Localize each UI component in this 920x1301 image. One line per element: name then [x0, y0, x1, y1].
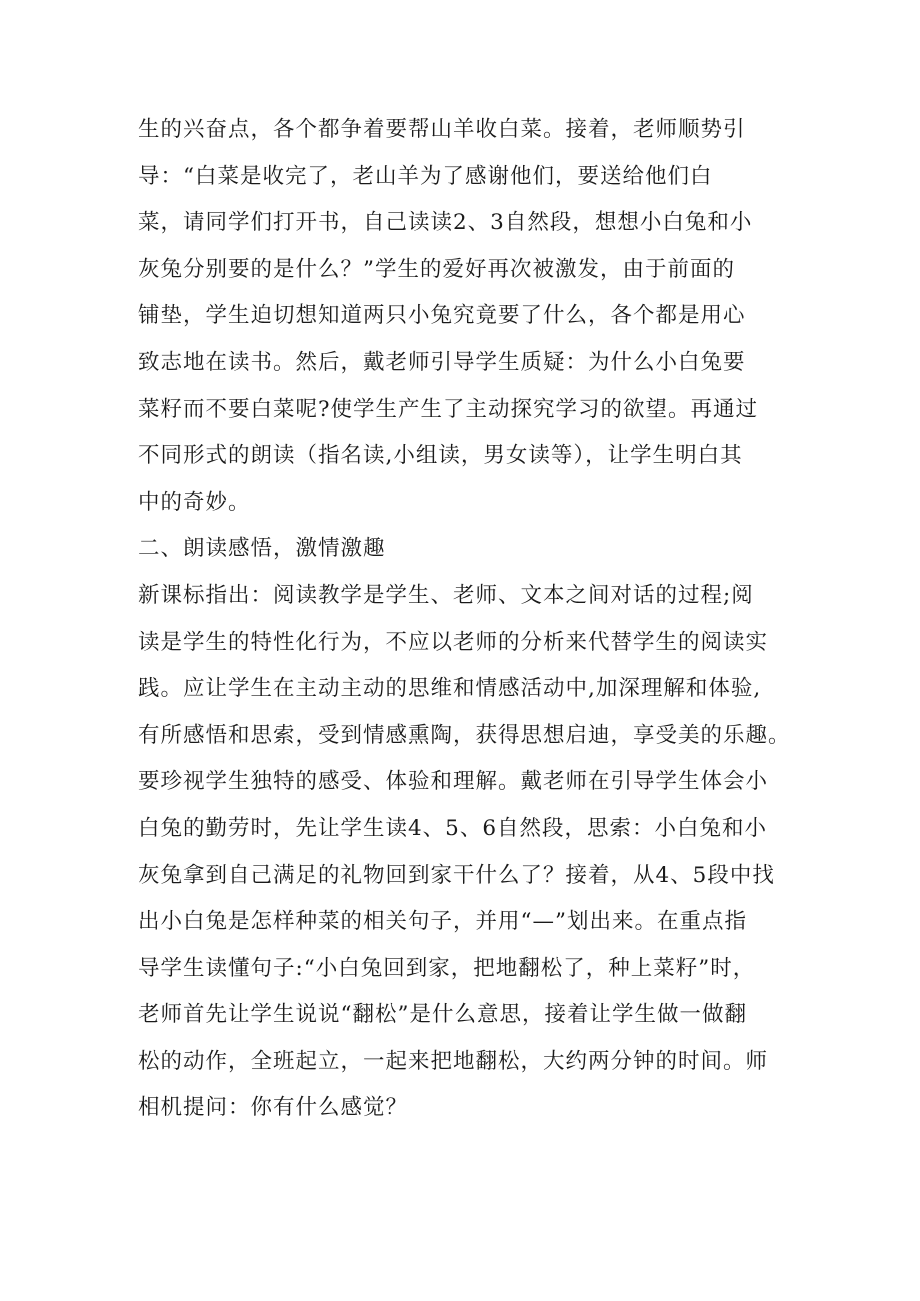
- text-line-2: 导：“白菜是收完了，老山羊为了感谢他们，要送给他们白: [138, 163, 713, 189]
- text-line-14: 有所感悟和思索，受到情感熏陶，获得思想启迪，享受美的乐趣。: [138, 722, 791, 748]
- section-heading: 二、朗读感悟，激情激趣: [138, 536, 386, 562]
- text-line-5: 铺垫，学生迫切想知道两只小兔究竟要了什么，各个都是用心: [138, 303, 746, 329]
- text-line-6: 致志地在读书。然后，戴老师引导学生质疑：为什么小白兔要: [138, 349, 746, 375]
- text-line-8: 不同形式的朗读（指名读,小组读，男女读等），让学生明白其: [138, 443, 743, 469]
- body-text: [138, 107, 798, 1132]
- text-line-12: 读是学生的特性化行为，不应以老师的分析来代替学生的阅读实: [138, 629, 769, 655]
- text-line-1: 生的兴奋点，各个都争着要帮山羊收白菜。接着，老师顺势引: [138, 117, 746, 142]
- text-line-22: 相机提问：你有什么感觉？: [138, 1095, 409, 1121]
- text-line-13: 践。应让学生在主动主动的思维和情感活动中,加深理解和体验,: [138, 676, 762, 702]
- text-line-4: 灰兔分别要的是什么？”学生的爱好再次被激发，由于前面的: [138, 256, 735, 282]
- text-line-9: 中的奇妙。: [138, 489, 251, 515]
- text-line-11: 新课标指出：阅读教学是学生、老师、文本之间对话的过程;阅: [138, 582, 754, 608]
- text-line-3: 菜，请同学们打开书，自己读读2、3自然段，想想小白兔和小: [138, 210, 753, 236]
- text-line-21: 松的动作，全班起立，一起来把地翻松，大约两分钟的时间。师: [138, 1048, 769, 1074]
- text-line-17: 灰兔拿到自己满足的礼物回到家干什么了？接着，从4、5段中找: [138, 862, 775, 888]
- text-line-7: 菜籽而不要白菜呢?使学生产生了主动探究学习的欲望。再通过: [138, 396, 759, 422]
- text-line-16: 白兔的勤劳时，先让学生读4、5、6自然段，思索：小白兔和小: [138, 815, 768, 841]
- text-line-20: 老师首先让学生说说“翻松”是什么意思，接着让学生做一做翻: [138, 1002, 747, 1028]
- text-line-19: 导学生读懂句子:“小白兔回到家，把地翻松了，种上菜籽”时，: [138, 955, 756, 981]
- text-line-15: 要珍视学生独特的感受、体验和理解。戴老师在引导学生体会小: [138, 769, 769, 795]
- text-line-18: 出小白兔是怎样种菜的相关句子，并用“—”划出来。在重点指: [138, 909, 747, 935]
